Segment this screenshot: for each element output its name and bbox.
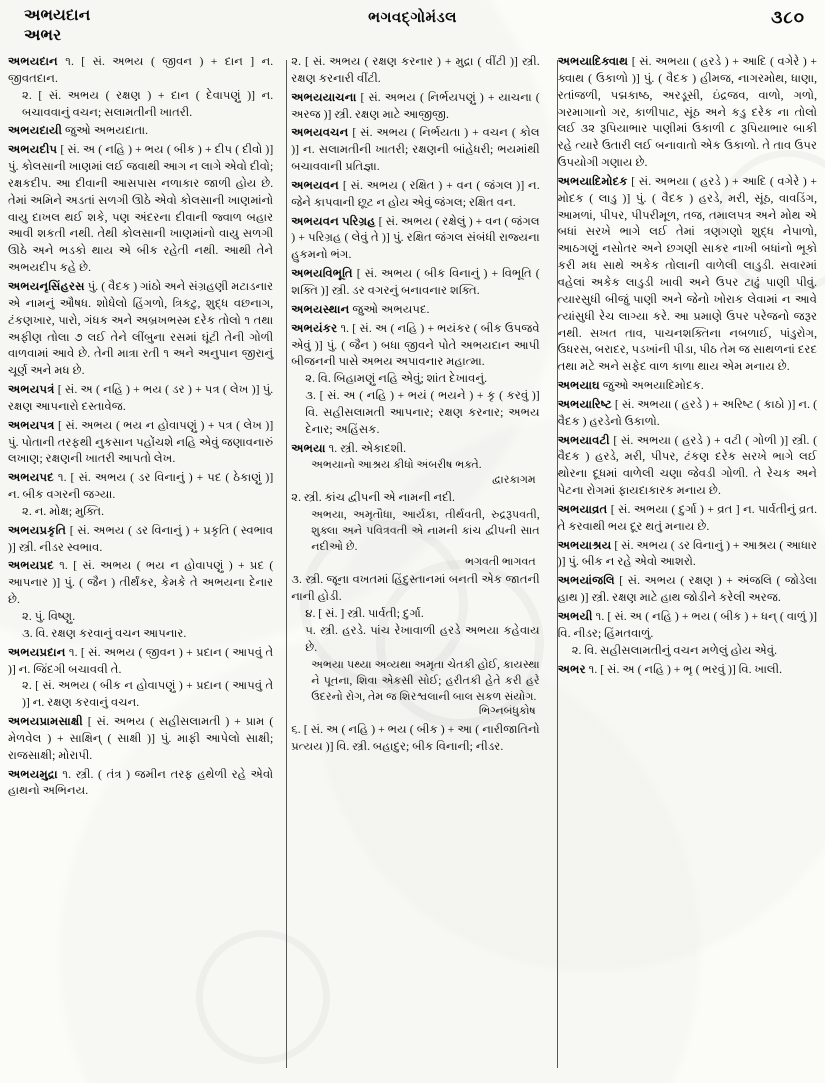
quotation-text: અભયાનો આશ્રય કીધો અંબરીષ ભક્તે.: [311, 459, 482, 472]
dictionary-entry: [558, 538, 817, 572]
entry-definition: અભયદીપ [ સં. અ ( નહિ ) + ભય ( બીક ) + દીપ ( દીવો )] પું. કોલસાની ખાણમાં લઈ જવાથી આગ ન લાગે એવો દીવો; રક્ષકદીપ. આ દીવાની આસપાસ નળાકાર જાળી હોય છે. તેમાં અમિને અડતાં સળગી ઊઠે એવો કોલસાની ખાણમાંનો વાયુ દાખલ થઈ શકે, પણ અંદરના દીવાની જ્વાળ બહાર આવી શકતી નથી. તેથી કોલસાની ખાણમાંનો વાયુ સળગી ઊઠે અને ભડકો થાય એ બીક રહેતી નથી. આથી તેને અભયદીપ કહે છે.: [8, 143, 274, 275]
entry-headword: અભર: [557, 662, 586, 676]
entry-definition: અભયપત્ર [ સં. અભય ( ભય ન હોવાપણું ) + પત્ર ( લેખ )] પું. પોતાની તરફથી નુકસાન પહોંચશે નહિ એવું જણાવનારું લખાણ; રક્ષણની ખાતરી આપતો લેખ.: [8, 418, 274, 466]
entry-headword: અભયી: [557, 610, 593, 623]
entry-definition: અભયારિષ્ટ [ સં. અભયા ( હરડે ) + અરિષ્ટ ( કાઠો )] ન. ( વૈદક ) હરડેનો ઉકાળો.: [557, 397, 817, 428]
column-1: [8, 54, 282, 1074]
dictionary-entry: [291, 90, 539, 124]
entry-definition: અભયવચન [ સં. અભય ( નિર્ભયતા ) + વચન ( કોલ )] ન. સલામતીની ખાતરી; રક્ષણની બાંહેધરી; ભયમાંથી બચાવવાની પ્રતિજ્ઞા.: [291, 126, 540, 174]
page-number: ૩૮૦: [771, 8, 805, 27]
entry-definition: અભયયાચના [ સં. અભય ( નિર્ભયપણું ) + યાચના ( અરજ )] સ્ત્રી. રક્ષણ માટે આજીજી.: [291, 90, 540, 121]
page-header: [8, 6, 817, 52]
entry-headword: અભયાદિક્વાથ: [557, 55, 629, 68]
entry-quotation: [291, 507, 539, 555]
entry-sense: ૩. વિ. રક્ષણ કરવાનું વચન આપનાર.: [22, 626, 187, 640]
entry-definition: અભયપત્રં [ સં. અ ( નહિ ) + ભય ( ડર ) + પત્ર ( લેખ )] પું. રક્ષણ આપનારો દસ્તાવેજ.: [8, 383, 274, 413]
entry-headword: અભયવન પરિગ્રહ: [291, 214, 376, 228]
dictionary-entry: [8, 645, 273, 712]
dictionary-entry: [558, 397, 817, 431]
entry-headword: અભયવિભૂતિ: [291, 267, 353, 281]
entry-headword: અભયાઘ: [557, 379, 600, 393]
dictionary-entry: [291, 302, 539, 319]
column-3: [549, 54, 817, 1074]
entry-headword: અભયંકર: [291, 321, 338, 335]
entry-definition: અભયાંજલિ [ સં. અભય ( રક્ષણ ) + અંજલિ ( જોડેલા હાથ )] સ્ત્રી. રક્ષણ માટે હાથ જોડીને કરેલી અરજ.: [557, 574, 817, 605]
entry-definition: અભયાઘ જુઓ અભયાદિમોદક.: [557, 379, 704, 393]
running-head-last-word: અભર: [24, 27, 62, 45]
entry-headword: અભયસ્થાન: [291, 302, 350, 316]
dictionary-entry: [291, 178, 539, 212]
running-head-first-word: અભયદાન: [24, 7, 91, 24]
entry-definition: અભયવન [ સં. અભય ( રક્ષિત ) + વન ( જંગલ )] ન. જેને કાપવાની છૂટ ન હોય એવું જંગલ; રક્ષિત વન.: [291, 178, 540, 209]
dictionary-entry: [291, 321, 539, 439]
entry-headword: અભયપદ: [8, 471, 54, 485]
dictionary-entry: [558, 662, 817, 679]
entry-headword: અભયદાન: [8, 55, 58, 68]
entry-definition: અભયવન પરિગ્રહ [ સં. અભય ( રક્ષેલું ) + વન ( જંગલ ) + પરિગ્રહ ( લેવું તે )] પું. રક્ષિત જંગલ સંબંધી રાજ્યના હુકમનો ભંગ.: [291, 214, 540, 262]
entry-headword: અભયપ્રકૃતિ: [8, 523, 67, 537]
dictionary-entry: [558, 54, 817, 172]
book-title: ભગવદ્ગોમંડલ: [368, 10, 457, 26]
quotation-text: અભયા, અમૃતૌધા, આર્યકા, તીર્થવતી, રુદ્રરૂપવતી, શુક્લા અને પવિત્રવતી એ નામની કાંચ દ્વીપની સાત નદીઓ છે.: [311, 509, 540, 554]
entry-sense: ૫. સ્ત્રી. હરડે. પાંચ રેખાવાળી હરડે અભયા કહેવાય છે.: [305, 623, 540, 654]
entry-quotation: [291, 457, 539, 473]
entry-definition: અભયપ્રદાન ૧. [ સં. અભય ( જીવન ) + પ્રદાન ( આપવું તે )] ન. જિંદગી બચાવવી તે.: [8, 645, 274, 676]
entry-sense: ૨. વિ. બિહામણું નહિ એવું; શાંત દેખાવનું.: [305, 372, 488, 386]
entry-headword: અભયવન: [291, 178, 339, 192]
dictionary-entry: [558, 433, 817, 500]
dictionary-entry: [291, 214, 539, 265]
quotation-text: અભયા પથ્યા અવ્યથા અમૃતા ચેતકી હોઈ, કાયસ્થા ને પૂતના, શિવા એકસી સોઈ; હરીતકી હેતે કરી હરે ઉદરનો રોગ, તેમ જ શિરશ્વલાની બાલ સકળ સંયોગ.: [311, 658, 540, 703]
entry-definition: અભયવિભૂતિ [ સં. અભય ( બીક વિનાનું ) + વિભૂતિ ( શક્તિ )] સ્ત્રી. ડર વગરનું બનાવનાર શક્તિ.: [291, 267, 540, 297]
entry-definition: અભયાવ્રત [ સં. અભયા ( દુર્ગા ) + વ્રત ] ન. પાર્વતીનું વ્રત. તે કરવાથી ભય દૂર થતું મનાય છે.: [557, 502, 817, 533]
entry-headword: અભયનૃસિંહરસ: [8, 279, 85, 293]
entry-definition: અભયપદ ૧. [ સં. અભય ( ડર વિનાનું ) + પદ ( ઠેકાણું )] ન. બીક વગરની જગ્યા.: [8, 471, 274, 502]
dictionary-entry: [558, 502, 817, 536]
entry-definition: અભયી ૧. [ સં. અ ( નહિ ) + ભય ( બીક ) + ધન્ ( વાળું )] વિ. નીડર; હિંમતવાળું.: [557, 610, 817, 640]
entry-definition: અભયા ૧. સ્ત્રી. એકાદશી.: [291, 441, 407, 455]
dictionary-entry: [291, 490, 539, 570]
dictionary-entry: [558, 378, 817, 395]
quotation-source: ભિગ્નબંધુકોષ: [478, 705, 536, 717]
entry-headword: અભયયાચના: [291, 90, 357, 104]
entry-headword: અભયાશ્રય: [557, 538, 612, 552]
entry-sense: ૨. [ સં. અભય ( રક્ષણ ) + દાન ( દેવાપણું )] ન. બચાવવાનું વચન; સલામતીની ખાતરી.: [22, 88, 274, 119]
dictionary-entry: [558, 609, 817, 660]
entry-sense: ૨. [ સં. અભય ( બીક ન હોવાપણું ) + પ્રદાન ( આપવું તે )] ન. રક્ષણ કરવાનું વચન.: [22, 679, 274, 710]
dictionary-entry: [291, 125, 539, 176]
entry-headword: અભયાવટી: [557, 433, 610, 447]
entry-headword: અભયાવ્રત: [557, 502, 608, 516]
dictionary-entry: [291, 722, 539, 756]
entry-definition: ૨. [ સં. અભય ( રક્ષણ કરનાર ) + મુદ્રા ( વીંટી )] સ્ત્રી. રક્ષણ કરનારી વીંટી.: [291, 55, 540, 85]
dictionary-entry: [8, 767, 273, 801]
entry-definition: ૬. [ સં. અ ( નહિ ) + ભય ( બીક ) + આ ( નારીજાતિનો પ્રત્યય )] વિ. સ્ત્રી. બહાદુર; બીક વિનાની; નીડર.: [291, 722, 540, 753]
entry-definition: અભયાવટી [ સં. અભયા ( હરડે ) + વટી ( ગોળી )] સ્ત્રી. ( વૈદક ) હરડે, મરી, પીપર, ટંકણ દરેક સરખે ભાગે લઈ થોરના દૂધમાં વાળેલી ચણા જેવડી ગોળી. તે રેચક અને પેટના રોગમાં ફાયદાકારક મનાય છે.: [557, 433, 817, 498]
entry-headword: અભયપ્રદ: [8, 559, 54, 573]
entry-headword: અભયદાયી: [8, 124, 63, 138]
dictionary-entry: [558, 174, 817, 376]
dictionary-entry: [8, 279, 273, 380]
entry-sense: ૨. વિ. સહીસલામતીનું વચન મળેલું હોય એવું.: [571, 643, 778, 657]
quotation-source: ભગવતી ભાગવત: [465, 555, 536, 568]
entry-headword: અભયપત્રં: [8, 383, 55, 397]
dictionary-entry: [291, 572, 539, 719]
dictionary-entry: [291, 266, 539, 300]
dictionary-entry: [8, 123, 273, 140]
dictionary-entry: [8, 714, 273, 765]
entry-definition: અભયાશ્રય [ સં. અભય ( ડર વિનાનું ) + આશ્રય ( આધાર )] પું. બીક ન રહે એવો આશરો.: [557, 538, 817, 569]
dictionary-entry: [291, 441, 539, 489]
entry-definition: અભયસ્થાન જુઓ અભયપદ.: [291, 302, 430, 316]
entry-headword: અભયવચન: [291, 126, 349, 140]
entry-headword: અભયાંજલિ: [557, 574, 615, 588]
entry-sense: ૨. પું. વિષ્ણુ.: [22, 610, 76, 623]
entry-definition: ૨. સ્ત્રી. કાંચ દ્વીપની એ નામની નદી.: [291, 491, 455, 505]
entry-headword: અભયપત્ર: [8, 418, 55, 432]
entry-definition: અભયપ્રકૃતિ [ સં. અભય ( ડર વિનાનું ) + પ્રકૃતિ ( સ્વભાવ )] સ્ત્રી. નીડર સ્વભાવ.: [8, 523, 274, 554]
entry-definition: અભયમુદ્રા ૧. સ્ત્રી. ( તંત્ર ) જમીન તરફ હથેળી રહે એવો હાથનો અભિનય.: [8, 767, 274, 798]
entry-definition: અભયપ્રામસાક્ષી [ સં. અભય ( સહીસલામતી ) + પ્રામ ( મેળવેલ ) + સાક્ષિન્ ( સાક્ષી )] પું. માફી આપેલો સાક્ષી; રાજસાક્ષી; મોરાપી.: [8, 715, 274, 762]
dictionary-entry: [8, 470, 273, 521]
entry-headword: અભયારિષ્ટ: [557, 397, 612, 411]
quotation-source: દ્વારકાગમ: [492, 473, 536, 486]
entry-sense: ૩. [ સં. અ ( નહિ ) + ભયં ( ભયને ) + કૃ ( કરવું )] વિ. સહીસલામતી આપનાર; રક્ષણ કરનાર; અભય દેનાર; અહિંસક.: [305, 389, 540, 436]
dictionary-entry: [291, 54, 539, 88]
columns-container: [8, 54, 817, 1074]
entry-headword: અભયદીપ: [8, 143, 58, 157]
entry-quotation: [291, 657, 539, 705]
entry-definition: ૩. સ્ત્રી. જૂના વખતમાં હિંદુસ્તાનમાં બનતી એક જાતની નાની હોડી.: [291, 573, 540, 604]
entry-definition: અભયપ્રદ ૧. [ સં. અભય ( ભય ન હોવાપણું ) + પ્રદ ( આપનાર )] પું. ( જૈન ) તીર્થંકર, કેમકે તે અભયના દેનાર છે.: [8, 559, 274, 607]
entry-definition: અભયદાન ૧. [ સં. અભય ( જીવન ) + દાન ] ન. જીવતદાન.: [8, 55, 274, 85]
dictionary-entry: [8, 523, 273, 557]
entry-sense: ૨. ન. મોક્ષ; મુક્તિ.: [22, 504, 105, 518]
dictionary-entry: [8, 142, 273, 277]
entry-headword: અભયપ્રામસાક્ષી: [8, 715, 83, 729]
entry-sense: ૪. [ સં. ] સ્ત્રી. પાર્વતી; દુર્ગા.: [305, 607, 424, 621]
dictionary-entry: [8, 558, 273, 642]
column-2: [282, 54, 548, 1074]
entry-headword: અભયમુદ્રા: [8, 767, 58, 781]
entry-definition: અભયાદિમોદક [ સં. અભયા ( હરડે ) + આદિ ( વગેરે ) + મોદક ( લાડુ )] પું. ( વૈદક ) હરડે, મરી, સૂંઠ, વાવડિંગ, આમળાં, પીપર, પીપરીમૂળ, તજ, તમાલપત્ર અને મોથ એ બધાં સરખે ભાગે લઈ તેમાં ત્રણગણો શુદ્ધ નેપાળો, આઠગણું નસોતર અને છગણી સાકર નાખી બધાંનો ભૂકો કરી મધ સાથે અકેક તોલાની વાળેલી લાડુડી. સવારમાં વહેલાં અકેક લાડુડી ખાવી અને ઉપર ટાઢું પાણી પીવું. ત્યારસુધી બીજું પાણી અને જેનો ખોરાક લેવામાં ન આવે ત્યાંસુધી રેચ લાગ્યા કરે. આ પ્રમાણે ઉપર પરેજનો જરૂર નથી. સખત તાવ, પાચનશક્તિના નબળાઈ, પાંડુરોગ, ઉધરસ, બરાદર, પડખાંની પીડા, પીઠ તેમ જ સાથળનાં દરદ તથા મટે અને સફેદ વાળ કાળા થાય એમ મનાય છે.: [557, 174, 817, 374]
entry-headword: અભયા: [291, 441, 326, 455]
entry-definition: અભયાદિક્વાથ [ સં. અભયા ( હરડે ) + આદિ ( વગેરે ) + ક્વાથ ( ઉકાળો )] પું. ( વૈદક ) હીમજ, નાગરમોથ, ધાણા, રતાંજળી, પદ્મકાષ્ઠ, અરડૂસી, ઇંદ્રજવ, વાળો, ગળો, ગરમાગાનો ગર, કાળીપાટ, સૂંઠ અને કડુ દરેક ના તોલો લઈ ૩૨ રૂપિયાભાર પાણીમાં ઉકાળી ૮ રૂપિયાભાર બાકી રહે ત્યારે ઉતારી લઈ બનાવાતો એક ઉકાળો. તે તાવ ઉપર ઉપયોગી ગણાય છે.: [557, 55, 817, 170]
dictionary-entry: [558, 573, 817, 607]
entry-definition: અભયંકર ૧. [ સં. અ ( નહિ ) + ભયંકર ( બીક ઉપજવે એવું )] પું. ( જૈન ) બધા જીવને પોતે અભયદાન આપી બીજનની પાસે અભય અપાવનાર મહાત્મા.: [291, 321, 540, 369]
entry-definition: અભયદાયી જુઓ અભયદાતા.: [8, 124, 149, 138]
entry-headword: અભયાદિમોદક: [557, 174, 628, 188]
dictionary-entry: [8, 382, 273, 416]
dictionary-entry: [8, 54, 273, 121]
entry-definition: અભયનૃસિંહરસ પું. ( વૈદક ) ગાંઠો અને સંગ્રહણી મટાડનાર એ નામનું ઔષધ. શોધેલો હિંગળો, ત્રિકટુ, શુદ્ધ વછનાગ, ટંકણખાર, પારો, ગંધક અને અબ્રખભસ્મ દરેક તોલો ૧ તથા અફીણ તોલા ૭ લઈ તેને લીંબુના રસમાં ઘૂંટી તેની ગોળી વાળવામાં આવે છે. તેની માત્રા રતી ૧ અને અનુપાન જીરાનું ચૂર્ણ અને મધ છે.: [8, 279, 274, 378]
entry-definition: અભર ૧. [ સં. અ ( નહિ ) + ભૃ ( ભરવું )] વિ. ખાલી.: [557, 662, 783, 676]
entry-headword: અભયપ્રદાન: [8, 645, 66, 659]
dictionary-entry: [8, 418, 273, 469]
